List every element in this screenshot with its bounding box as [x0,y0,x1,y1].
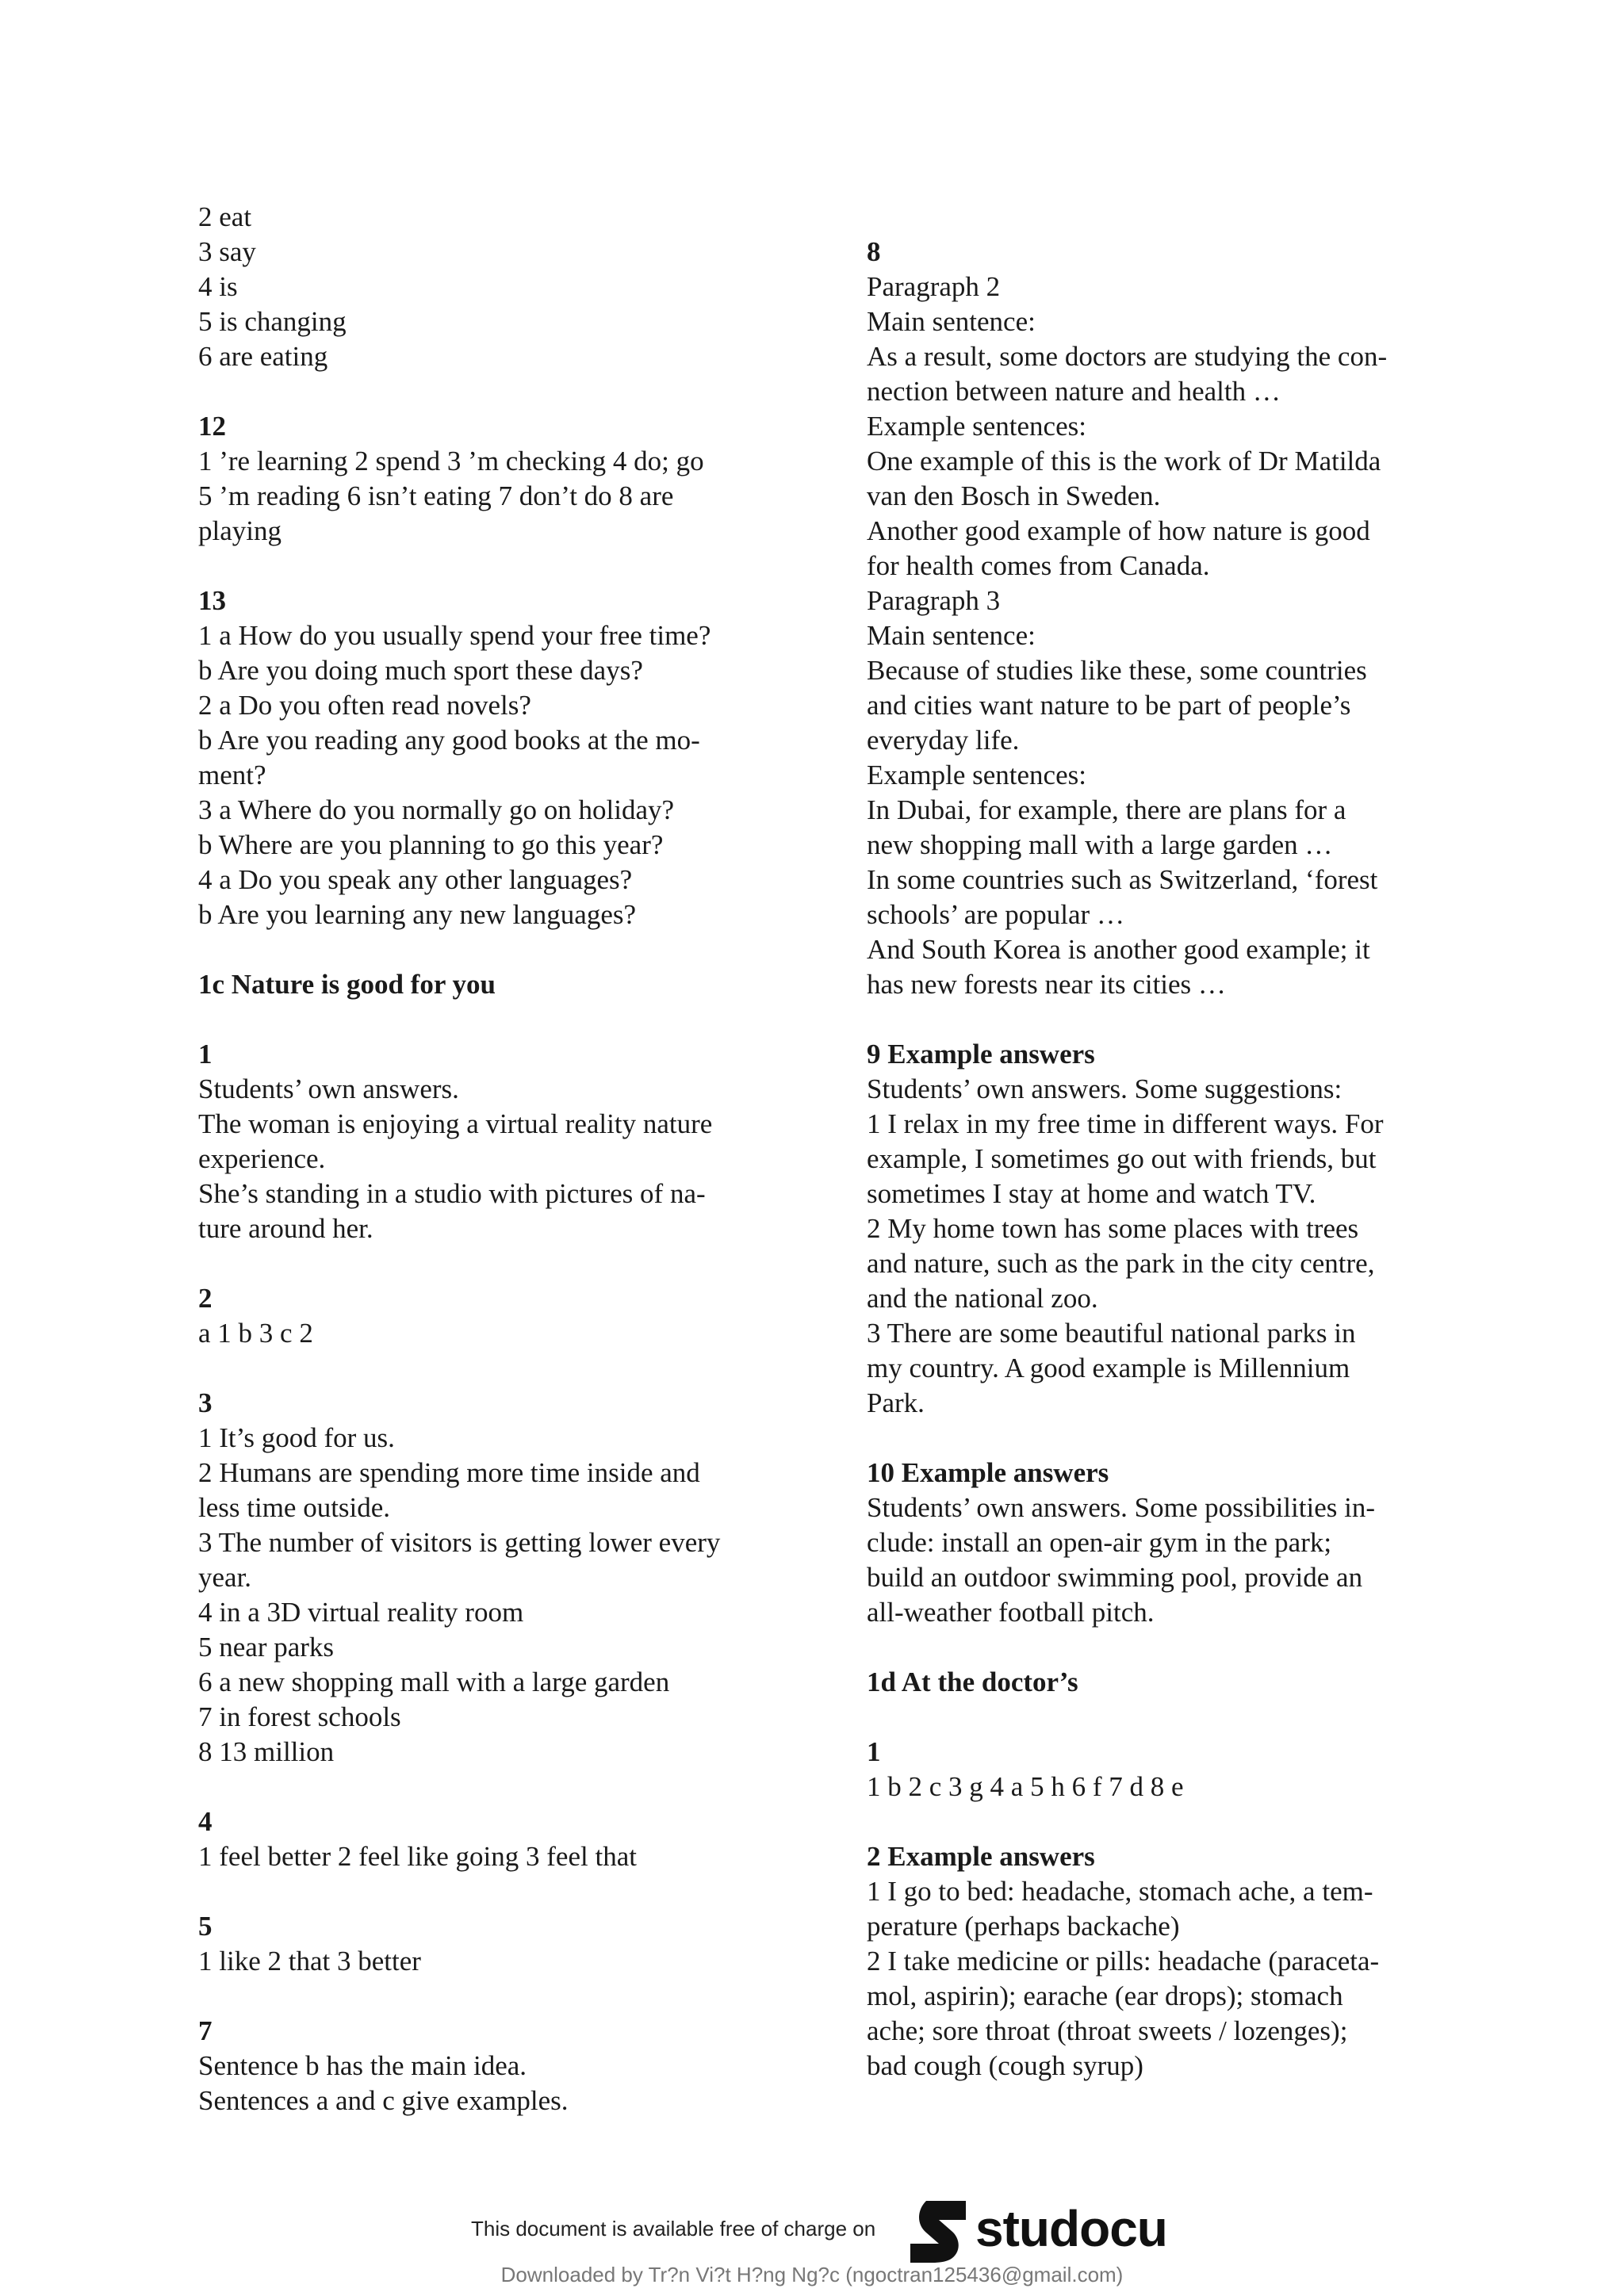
blank-line [198,374,801,409]
section-heading: 1c Nature is good for you [198,969,496,1000]
answer-line: 1 I go to bed: headache, stomach ache, a tem- [867,1876,1373,1907]
answer-line: Example sentences: [867,411,1086,442]
section-heading: 4 [198,1806,213,1837]
answer-line: Main sentence: [867,306,1036,337]
answer-line: new shopping mall with a large garden … [867,829,1333,860]
answer-line: 7 in forest schools [198,1701,401,1732]
answer-line: 2 eat [198,201,252,232]
answer-line: One example of this is the work of Dr Matilda [867,446,1381,476]
answer-line: Because of studies like these, some countries [867,655,1367,686]
studocu-logo-icon[interactable] [902,2196,975,2263]
answer-line: all-weather football pitch. [867,1597,1155,1628]
answer-line: 4 in a 3D virtual reality room [198,1597,524,1628]
answer-line: perature (perhaps backache) [867,1911,1180,1942]
section-heading: 3 [198,1387,213,1418]
answer-line: less time outside. [198,1492,391,1523]
availability-text: This document is available free of charge on [471,2217,876,2241]
section-heading: 9 Example answers [867,1039,1095,1070]
right-column [867,235,1469,2084]
answer-line: 3 There are some beautiful national parks in [867,1318,1356,1349]
answer-line: 3 The number of visitors is getting lower every [198,1527,721,1558]
answer-line: ment? [198,760,266,790]
answer-line: 1 I relax in my free time in different ways. For [867,1108,1384,1139]
blank-line [198,1002,801,1037]
answer-line: 1 ’re learning 2 spend 3 ’m checking 4 do; go [198,446,704,476]
footer-banner[interactable] [0,2196,1624,2260]
answer-line: 1 b 2 c 3 g 4 a 5 h 6 f 7 d 8 e [867,1771,1184,1802]
blank-line [867,1630,1469,1665]
answer-line: Example sentences: [867,760,1086,790]
blank-line [867,1700,1469,1735]
blank-line [198,1770,801,1804]
answer-line: Sentences a and c give examples. [198,2085,569,2116]
answer-line: everyday life. [867,725,1020,756]
answer-line: 5 is changing [198,306,347,337]
answer-line: and nature, such as the park in the city centre, [867,1248,1375,1279]
answer-line: 1 a How do you usually spend your free time? [198,620,711,651]
answer-line: van den Bosch in Sweden. [867,480,1161,511]
answer-line: 1 It’s good for us. [198,1422,395,1453]
answer-line: and cities want nature to be part of people’s [867,690,1351,721]
answer-line: sometimes I stay at home and watch TV. [867,1178,1316,1209]
section-heading: 1d At the doctor’s [867,1667,1078,1697]
section-heading: 12 [198,411,226,442]
answer-line: And South Korea is another good example; it [867,934,1370,965]
blank-line [198,1246,801,1281]
blank-line [867,1002,1469,1037]
blank-line [198,932,801,967]
blank-line [198,1351,801,1386]
answer-line: b Are you doing much sport these days? [198,655,643,686]
answer-line: build an outdoor swimming pool, provide an [867,1562,1363,1593]
answer-line: Park. [867,1387,925,1418]
answer-line: 1 like 2 that 3 better [198,1946,421,1976]
blank-line [198,549,801,584]
answer-line: year. [198,1562,252,1593]
answer-line: As a result, some doctors are studying the con- [867,341,1388,372]
answer-line: In some countries such as Switzerland, ‘forest [867,864,1378,895]
answer-line: 5 ’m reading 6 isn’t eating 7 don’t do 8 are [198,480,674,511]
answer-line: She’s standing in a studio with pictures of na- [198,1178,706,1209]
download-info: Downloaded by Tr?n Vi?t H?ng Ng?c (ngoctran125436@gmail.com) [500,2263,1124,2286]
answer-line: b Are you reading any good books at the mo- [198,725,700,756]
answer-line: 2 Humans are spending more time inside and [198,1457,700,1488]
section-heading: 7 [198,2015,213,2046]
answer-line: 1 feel better 2 feel like going 3 feel that [198,1841,637,1872]
section-heading: 2 Example answers [867,1841,1095,1872]
answer-line: schools’ are popular … [867,899,1124,930]
answer-line: Students’ own answers. Some suggestions: [867,1073,1342,1104]
section-heading: 1 [867,1736,881,1767]
answer-line: example, I sometimes go out with friends, but [867,1143,1377,1174]
section-heading: 8 [867,236,881,267]
answer-line: ache; sore throat (throat sweets / lozenges); [867,2015,1348,2046]
answer-line: Sentence b has the main idea. [198,2050,527,2081]
answer-line: 8 13 million [198,1736,335,1767]
answer-line: 4 a Do you speak any other languages? [198,864,633,895]
answer-line: Another good example of how nature is good [867,515,1370,546]
answer-line: clude: install an open-air gym in the park; [867,1527,1332,1558]
answer-line: Main sentence: [867,620,1036,651]
answer-line: 2 I take medicine or pills: headache (paraceta- [867,1946,1380,1976]
answer-line: 4 is [198,271,238,302]
answer-line: playing [198,515,282,546]
blank-line [198,1979,801,2014]
answer-line: mol, aspirin); earache (ear drops); stomach [867,1980,1343,2011]
answer-line: 3 a Where do you normally go on holiday? [198,794,675,825]
section-heading: 10 Example answers [867,1457,1109,1488]
answer-line: and the national zoo. [867,1283,1098,1314]
left-column [198,200,801,2118]
blank-line [198,1874,801,1909]
section-heading: 13 [198,585,226,616]
answer-line: Students’ own answers. Some possibilities in- [867,1492,1375,1523]
answer-line: ture around her. [198,1213,373,1244]
answer-line: 2 My home town has some places with trees [867,1213,1359,1244]
blank-line [867,1421,1469,1456]
answer-line: 5 near parks [198,1632,335,1663]
answer-line: bad cough (cough syrup) [867,2050,1143,2081]
answer-line: 2 a Do you often read novels? [198,690,531,721]
answer-line: 3 say [198,236,256,267]
answer-line: experience. [198,1143,326,1174]
answer-line: my country. A good example is Millennium [867,1353,1350,1383]
answer-line: b Where are you planning to go this year? [198,829,664,860]
answer-line: for health comes from Canada. [867,550,1210,581]
answer-line: Students’ own answers. [198,1073,459,1104]
section-heading: 2 [198,1283,213,1314]
answer-line: 6 a new shopping mall with a large garden [198,1667,670,1697]
answer-line: Paragraph 3 [867,585,1001,616]
answer-line: has new forests near its cities … [867,969,1226,1000]
answer-line: In Dubai, for example, there are plans for a [867,794,1346,825]
blank-line [867,1804,1469,1839]
answer-line: The woman is enjoying a virtual reality nature [198,1108,713,1139]
answer-line: 6 are eating [198,341,328,372]
answer-line: a 1 b 3 c 2 [198,1318,313,1349]
answer-line: nection between nature and health … [867,376,1281,407]
studocu-logo-text[interactable]: studocu [975,2200,1167,2257]
answer-line: b Are you learning any new languages? [198,899,637,930]
answer-line: Paragraph 2 [867,271,1001,302]
section-heading: 1 [198,1039,213,1070]
section-heading: 5 [198,1911,213,1942]
